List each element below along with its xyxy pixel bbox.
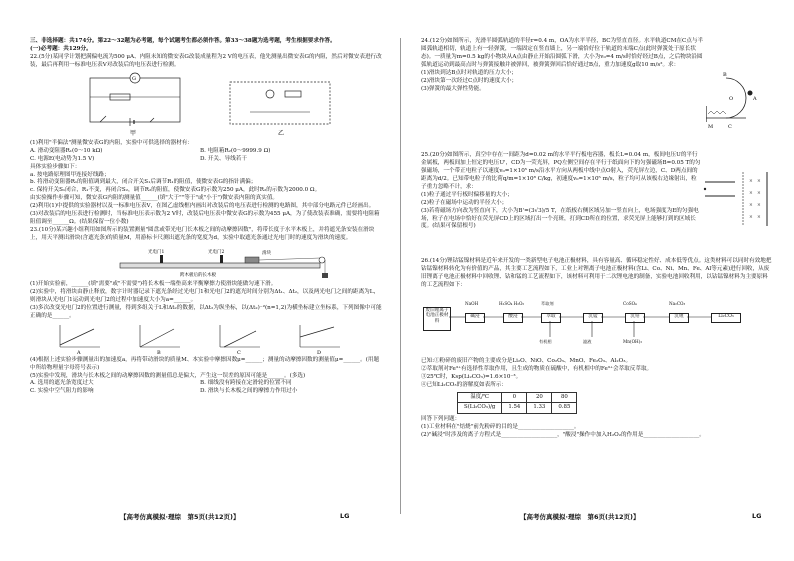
q25-part2: (2)粒子在磁场中运动的半径大小； [421, 199, 508, 206]
q23-part2: (2)实验中，将滑块由静止释放，数字计时器记录下遮光条经过光电门1和光电门2的遮光时间分别为Δt₁、Δt₂，以及两光电门之间的距离为L，则滑块从光电门1运动到光电门2的过程中加速度大小为a=______。 [30, 288, 380, 303]
q26-part1: (1)工业材料在"焙烧"前先粉碎的目的是____________________。 [421, 423, 580, 430]
q23-part5: (5)实验中发现，滑块与长木板之间的动摩擦因数的测量值总是偏大，产生这一误差的原因可能是______。(多选) [30, 372, 306, 379]
graph-b [140, 325, 180, 355]
footer-right [520, 512, 639, 521]
svg-text:×: × [749, 191, 753, 196]
q22-step-b: b. 将滑动变阻器R₁的阻值调到最大，闭合开关S₁后调节R₁的阻值，使微安表G的指针满偏； [30, 179, 257, 186]
q25-part3: (3)若将磁场方向改为竖直向下，大小为B'=(3√3)/5 T，在纸板右侧区域另加一竖直向上，电场强度为E的匀强电场，粒子在电场中恰好在荧光屏CD上的区域打出一个亮斑，打到CD所在的位置，求荧光屏上能够打到的区域长度。(结果可保留根号) [421, 207, 699, 230]
q22-stem: 22.(5分)某同学计划把满偏电流为500 μA、内阻未知的微安表G改装成量程为2 V的电压表，他先测量出微安表G的内阻，然后对微安表进行改装，最后再利用一标准电压表V对改装后的电压表进行检测。 [30, 53, 382, 68]
fig-label-a: 甲 [130, 129, 137, 137]
solubility-table [457, 392, 577, 414]
footer-right-tag: LG [752, 512, 762, 520]
q23-graphs [30, 323, 382, 355]
q26-flowchart [421, 293, 773, 355]
svg-text:×: × [757, 179, 761, 184]
graph-d [300, 325, 340, 355]
graph-label-b: B [157, 349, 161, 355]
svg-text:×: × [757, 191, 761, 196]
graph-c [220, 325, 260, 355]
q23-graph-options [30, 323, 382, 355]
q25-stem: 25.(20分)如图所示，真空中存在一间距为d=0.02 m的水平平行板电容器，板长L=0.04 m，板间电压U的平行金属板，两板间加上恒定的电压U'，CD为一荧光屏，PQ左侧空间存在平行于纸面向下的匀强磁场B=0.05 T的匀强磁场，一个带正电粒子以速度v₀=1×10⁵ m/s沿水平方向从两板中线中点O射入，荧光屏左边，C、D两点间的距离为d/2。已知带电粒子的比荷q/m=1×10⁸ C/kg，初速度v₀=1×10⁵ m/s，粒子均可从该板右边缘射出，粒子重力忽略不计，求： [421, 152, 701, 190]
q26-known3: ③25℃时，Ksp(Li₂CO₃)=1.6×10⁻³。 [421, 373, 522, 380]
q22-opt-a: A. 滑动变阻器R₁(0～10 kΩ) [30, 147, 103, 154]
q26-answer-title: 回答下列问题： [421, 415, 461, 422]
flow-box-extract: 萃取 [541, 313, 561, 323]
q23-gate2: 光电门2 [208, 249, 225, 255]
q25-part1: (1)粒子通过平行板时偏移量的大小； [421, 191, 513, 198]
q22-step-a: a. 按电路原理图甲连接好线路； [30, 171, 110, 178]
flow-box-mn: 沉锰 [583, 313, 603, 323]
flow-box-acid: 酸浸 [503, 313, 523, 323]
flow-label-acid: H₂SO₄ H₂O₂ [499, 300, 525, 306]
flow-label-organic: 有机相 [539, 338, 552, 344]
q24-label-b: B [723, 72, 727, 78]
q23-gate1: 光电门1 [148, 249, 165, 255]
table-header: 20 [527, 392, 552, 403]
q22-steps-title: 具体实验步骤如下： [30, 163, 81, 170]
svg-text:×: × [757, 215, 761, 220]
flow-label-coso4: CoSO₄ [623, 300, 637, 306]
q24-part1: (1)滑块到达B点时对轨道的压力大小； [421, 69, 517, 76]
footer-left [120, 512, 239, 521]
q24-figure [706, 38, 772, 138]
table-cell: 1.54 [502, 403, 527, 414]
flow-box-raw: 废旧锂离子电池正极材料 [423, 307, 451, 331]
flow-label-naoh: NaOH [465, 300, 479, 306]
q23-part3: (3)多次改变光电门2的位置进行测量，得到多组关于L和Δt₂的数据，以Δt₂为纵坐标，以(Δt₂)⁻²(n=1,2)为横坐标建立坐标系，下列图像中可能正确的是______。 [30, 304, 382, 319]
table-header: 0 [502, 392, 527, 403]
q22-opt-d: D. 开关、导线若干 [200, 155, 247, 162]
q24-stem: 24.(12分)如图所示，光滑半圆弧轨道的半径r=0.4 m，OA为水平半径，BC为竖直直径。水平轨道CM在C点与半圆弧轨道相切，轨道上有一轻弹簧，一端固定在竖直墙上，另一端恰好位于轨道的末端C点(此时弹簧处于原长状态)。一质量为m=0.5 kg的小物块从A点由静止开始沿圆弧下滑，大小为v₀=4 m/s时恰好经过B点，之后物块沿圆弧轨道运动到最高点时与弹簧接触并被弹回，被弹簧弹回后恰好通过B点，重力加速度g取10 m/s²。求： [421, 38, 704, 68]
q26-stem: 26.(14分)锂钴锰镍材料是近年来开发的一类新型电子电池正极材料，具有容量高、循环稳定性好、成本低等优点。这类材料可以同时有效地把钴锰镍材料转化为有价值的产品，其主要工艺流程如下，工业上对锂离子电池正极材料(含Li、Co、Ni、Mn、Fe、Al等元素)进行回收，从废旧锂离子电池正极材料中回收锂、钴和锰的工艺流程如下，该材料可利用于二次锂电池的制备，实验电池回收利用，以钴锰镍材料为主要原料的工艺流程如下： [421, 258, 772, 288]
q23-part4: (4)根据上述实验步骤测量出的加速度a，再将带动滑块的质量M、本实验中摩擦因数μ=______；测量的动摩擦因数的测量值μ=______。(用题中所给物理量字母符号表示) [30, 356, 380, 371]
graph-label-c: C [237, 349, 241, 355]
q22-circuit-diagrams [30, 72, 382, 138]
q23-figure [30, 245, 382, 279]
fig-label-b: 乙 [278, 129, 285, 137]
q23-opt-b: B. 细线没有跨接在定滑轮的位置不同 [200, 380, 292, 387]
svg-text:×: × [757, 203, 761, 208]
q26-part2: (2)"碱浸"时涉及的离子方程式是____________________，"酸浸"操作中加入H₂O₂的作用是____________________。 [421, 431, 705, 438]
flow-box-alkali: 碱浸 [465, 313, 485, 323]
q24-label-m: M [708, 124, 714, 130]
footer-left-text: 【高考仿真模拟·理综 第5页(共12页)】 [120, 513, 240, 521]
required-header: (一)必考题：共129分。 [30, 45, 92, 52]
q23-part1: (1)开始实验前，______(填"需要"或"不需要")将长木板一端垫高来平衡摩擦力使滑块能做匀速下滑。 [30, 280, 277, 287]
flow-label-filtrate: 滤液 [583, 338, 592, 344]
flow-label-mnoh: Mn(OH)₂ [623, 338, 643, 344]
q22-opt-c: C. 电源E(电动势为1.5 V) [30, 155, 95, 162]
left-column [30, 38, 382, 396]
footer-right-text: 【高考仿真模拟·理综 第6页(共12页)】 [520, 513, 640, 521]
table-row [458, 392, 577, 403]
flow-box-co: 沉钴 [625, 313, 645, 323]
q22-part3: (3)对改装后的电压表进行检测时，当标准电压表示数为2 V时，改装后电压表中微安表G的示数为455 μA，为了使改装表准确，需要将电阻箱阻值调至______Ω。(结果保留一位小数) [30, 211, 380, 226]
flow-label-na2co3: Na₂CO₃ [669, 300, 686, 306]
q25-block [421, 152, 773, 232]
flow-label-extractant: 萃取剂 [541, 300, 554, 306]
q22-step-c: c. 保持开关S₁闭合，R₁不变，再闭合S₂，调节R₂的阻值，使微安表G的示数为250 μA，此时R₂的示数为2000.0 Ω。 [30, 187, 321, 194]
q22-part1: (1)利用"半偏法"测量微安表G的内阻，实验中可供选择的器材有： [30, 139, 193, 146]
footer-left-tag: LG [340, 512, 350, 520]
q23-opt-d: D. 滑块与长木板之间的摩擦力作用过小 [200, 388, 298, 395]
svg-text:×: × [749, 179, 753, 184]
table-header: 80 [552, 392, 577, 403]
graph-a [60, 325, 100, 355]
q23-block: 滑块 [262, 250, 271, 256]
q22-part2: (2)利用(1)中提供的实验器材以及一标准电压表V，在图乙虚线框内画出对改装后的电压表进行检测的电路图，其中部分电路元件已经画出。 [30, 203, 375, 210]
q26-block [421, 258, 773, 440]
table-cell: 1.33 [527, 403, 552, 414]
svg-text:G: G [132, 75, 136, 82]
flow-box-li: 沉锂 [669, 313, 689, 323]
q22-figures [30, 72, 382, 138]
q22-opt-b: B. 电阻箱R₂(0～9999.9 Ω) [200, 147, 271, 154]
svg-text:×: × [749, 215, 753, 220]
q23-opt-a: A. 选用的遮光条宽度过大 [30, 380, 94, 387]
q23-caption: 跨木板后的长木板 [180, 272, 216, 278]
graph-label-d: D [317, 349, 322, 355]
graph-label-a: A [77, 349, 81, 355]
q23-apparatus [30, 245, 382, 279]
table-row [458, 403, 577, 414]
q26-known2: ②萃取剂对Fe³⁺有选择性萃取作用，且生成的物质在硫酸中，有机相中的Fe³⁺会萃取反萃取。 [421, 365, 653, 372]
q26-known4: ④已知Li₂CO₃的溶解度如表所示： [421, 381, 507, 388]
section-header: 三、非选择题：共174分。第22～32题为必考题，每个试题考生都必须作答。第33～38题为选考题，考生根据要求作答。 [30, 38, 336, 44]
q23-stem: 23.(10分)某兴趣小组利用如图所示的装置测量"圆盘或带光电门长木板之间的动摩擦因数"，将带长度于水平木板上，并将遮光条安装在滑块上，用天平测出滑块(含遮光条)的质量M，用游标卡尺测出遮光条的宽度为d，实验中取遮光条通过光电门时的速度为滑块的速度。 [30, 227, 375, 241]
q24-block [421, 38, 773, 138]
q24-label-a: A [753, 96, 757, 102]
q22-measured: 由实验操作步骤可知，微安表G内阻的测量值______(填"大于""等于"或"小于")微安表内阻的真实值。 [30, 195, 279, 202]
column-divider [400, 38, 401, 514]
svg-text:×: × [749, 203, 753, 208]
q24-part3: (3)弹簧的最大弹性势能。 [421, 85, 485, 92]
q23-opt-c: C. 实验中空气阻力的影响 [30, 388, 94, 395]
table-cell: 0.85 [552, 403, 577, 414]
q26-known1: 已知:①粉碎的废旧产物的主要成分是Li₂O、NiO、Co₂O₃、MnO、Fe₂O₃、Al₂O₃。 [421, 357, 632, 364]
flow-box-product: Li₂CO₃ [711, 313, 741, 323]
q24-label-o: O [729, 96, 734, 102]
table-header: 温度/℃ [458, 392, 502, 403]
q24-label-c: C [728, 124, 732, 130]
q25-figure [701, 152, 773, 232]
table-cell: S(Li₂CO₃)/g [458, 403, 502, 414]
q24-part2: (2)滑块第一次经过C点时的速度大小； [421, 77, 518, 84]
right-column [421, 38, 773, 440]
